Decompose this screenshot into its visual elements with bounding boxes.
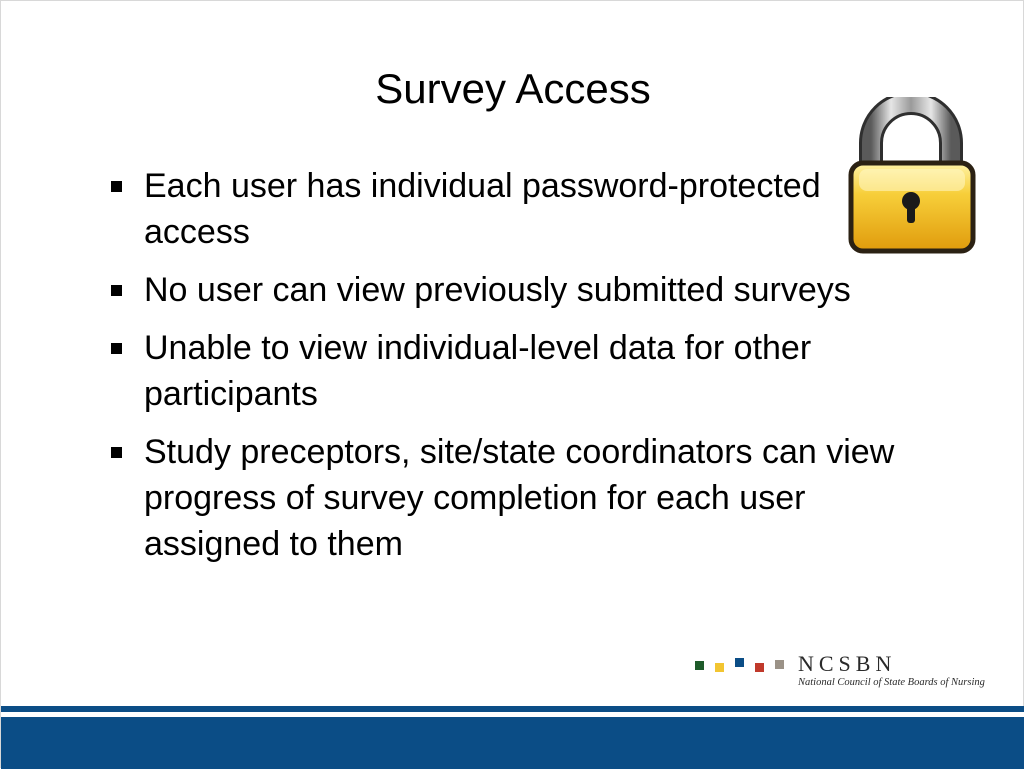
bullet-text: Each user has individual password-protected access [144, 167, 821, 251]
logo-square [715, 663, 724, 672]
bullet-list [109, 163, 909, 579]
logo-square [775, 660, 784, 669]
bullet-text: Study preceptors, site/state coordinators can view progress of survey completion for each user assigned to them [144, 433, 895, 563]
bullet-text: No user can view previously submitted surveys [144, 271, 851, 309]
ncsbn-logo [693, 653, 983, 693]
bullet-text: Unable to view individual-level data for other participants [144, 329, 812, 413]
slide-title: Survey Access [375, 65, 651, 112]
bullet-marker [111, 181, 122, 192]
bullet-item [109, 163, 909, 255]
bullet-marker [111, 285, 122, 296]
logo-square [735, 658, 744, 667]
logo-squares [693, 657, 788, 673]
bullet-marker [111, 447, 122, 458]
logo-square [695, 661, 704, 670]
bullet-item [109, 429, 909, 567]
footer-bar [1, 717, 1024, 769]
logo-name: NCSBN [798, 651, 897, 676]
logo-subtitle: National Council of State Boards of Nursing [798, 677, 985, 688]
bullet-marker [111, 343, 122, 354]
logo-square [755, 663, 764, 672]
bullet-item [109, 325, 909, 417]
padlock-icon [841, 97, 981, 257]
bullet-item [109, 267, 909, 313]
